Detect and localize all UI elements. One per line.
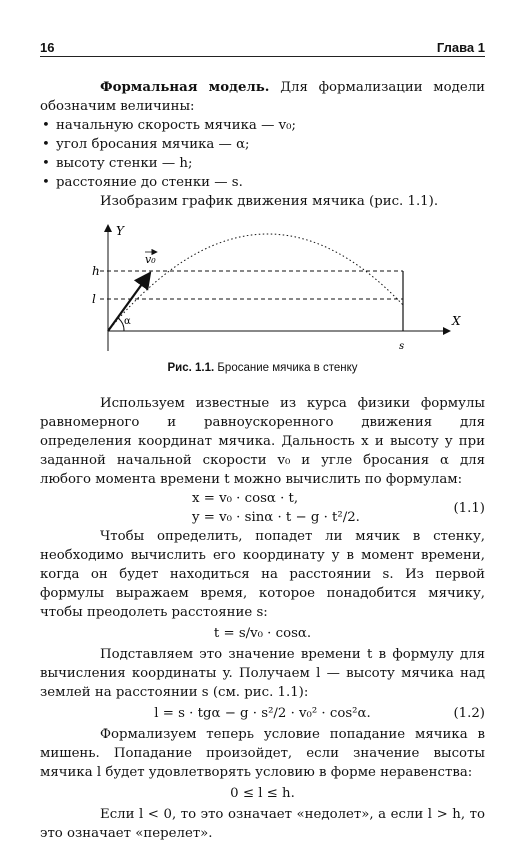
label-y: Y	[116, 224, 124, 238]
chapter-title: Глава 1	[436, 40, 485, 55]
equation-number: (1.2)	[453, 706, 485, 721]
trajectory-curve	[108, 234, 403, 331]
intro-lead: Формальная модель.	[100, 80, 270, 95]
equation-1-2-text: l = s · tgα − g · s²/2 · v₀² · cos²α.	[154, 706, 371, 721]
list-item: • расстояние до стенки — s.	[56, 173, 485, 192]
label-s: s	[399, 341, 405, 352]
equation-1-2	[40, 704, 485, 723]
paragraph-formulas: Используем известные из курса физики формулы равномерного и равноускоренного движения для определения координат мячика. Дальность x и высоту y при заданной начальной скорости v₀ и угле бросания α для любого момента времени t можно вычислить по формулам:	[40, 396, 485, 487]
intro-text: Для формализации модели обозначим величины:	[40, 80, 486, 114]
caption-number: Рис. 1.1.	[167, 362, 215, 374]
page-header	[40, 34, 485, 54]
page-body	[40, 78, 485, 843]
caption-text: Бросание мячика в стенку	[214, 362, 358, 374]
paragraph-wall-check: Чтобы определить, попадет ли мячик в стенку, необходимо вычислить его координату y в момент времени, когда он будет находиться на расстоянии s. Из первой формулы выражаем время, которое понадобится мячику, чтобы преодолеть расстояние s:	[40, 529, 485, 620]
list-item: • начальную скорость мячика — v₀;	[56, 116, 485, 135]
equation-time: t = s/v₀ · cosα.	[213, 626, 312, 641]
header-rule	[40, 56, 485, 57]
list-item: • угол бросания мячика — α;	[56, 135, 485, 154]
paragraph-condition: Формализуем теперь условие попадание мячика в мишень. Попадание произойдет, если значение высоты мячика l будет удовлетворять условию в форме неравенства:	[40, 727, 485, 780]
paragraph-substitute: Подставляем это значение времени t в формулу для вычисления координаты y. Получаем l — высоту мячика над землей на расстоянии s (см. рис. 1.1):	[40, 647, 485, 700]
trajectory-diagram	[40, 213, 485, 363]
list-item: • высоту стенки — h;	[56, 154, 485, 173]
variables-list	[40, 116, 485, 192]
label-alpha: α	[124, 316, 131, 327]
graph-intro: Изобразим график движения мячика (рис. 1.1).	[100, 194, 439, 209]
label-x: X	[452, 314, 461, 328]
intro-paragraph	[40, 78, 485, 116]
label-v0: v₀	[145, 253, 156, 266]
figure-ball-throw	[40, 213, 485, 363]
equation-1-1-line2: y = v₀ · sinα · t − g · t²/2.	[192, 510, 360, 525]
equation-number: (1.1)	[453, 501, 485, 516]
page-number: 16	[40, 40, 55, 55]
equation-1-1-line1: x = v₀ · cosα · t,	[192, 491, 299, 506]
label-l: l	[92, 292, 96, 306]
equation-1-1	[40, 489, 485, 527]
label-h: h	[92, 264, 100, 278]
equation-inequality: 0 ≤ l ≤ h.	[230, 786, 295, 801]
paragraph-conclusion: Если l < 0, то это означает «недолет», а если l > h, то это означает «перелет».	[40, 807, 485, 841]
